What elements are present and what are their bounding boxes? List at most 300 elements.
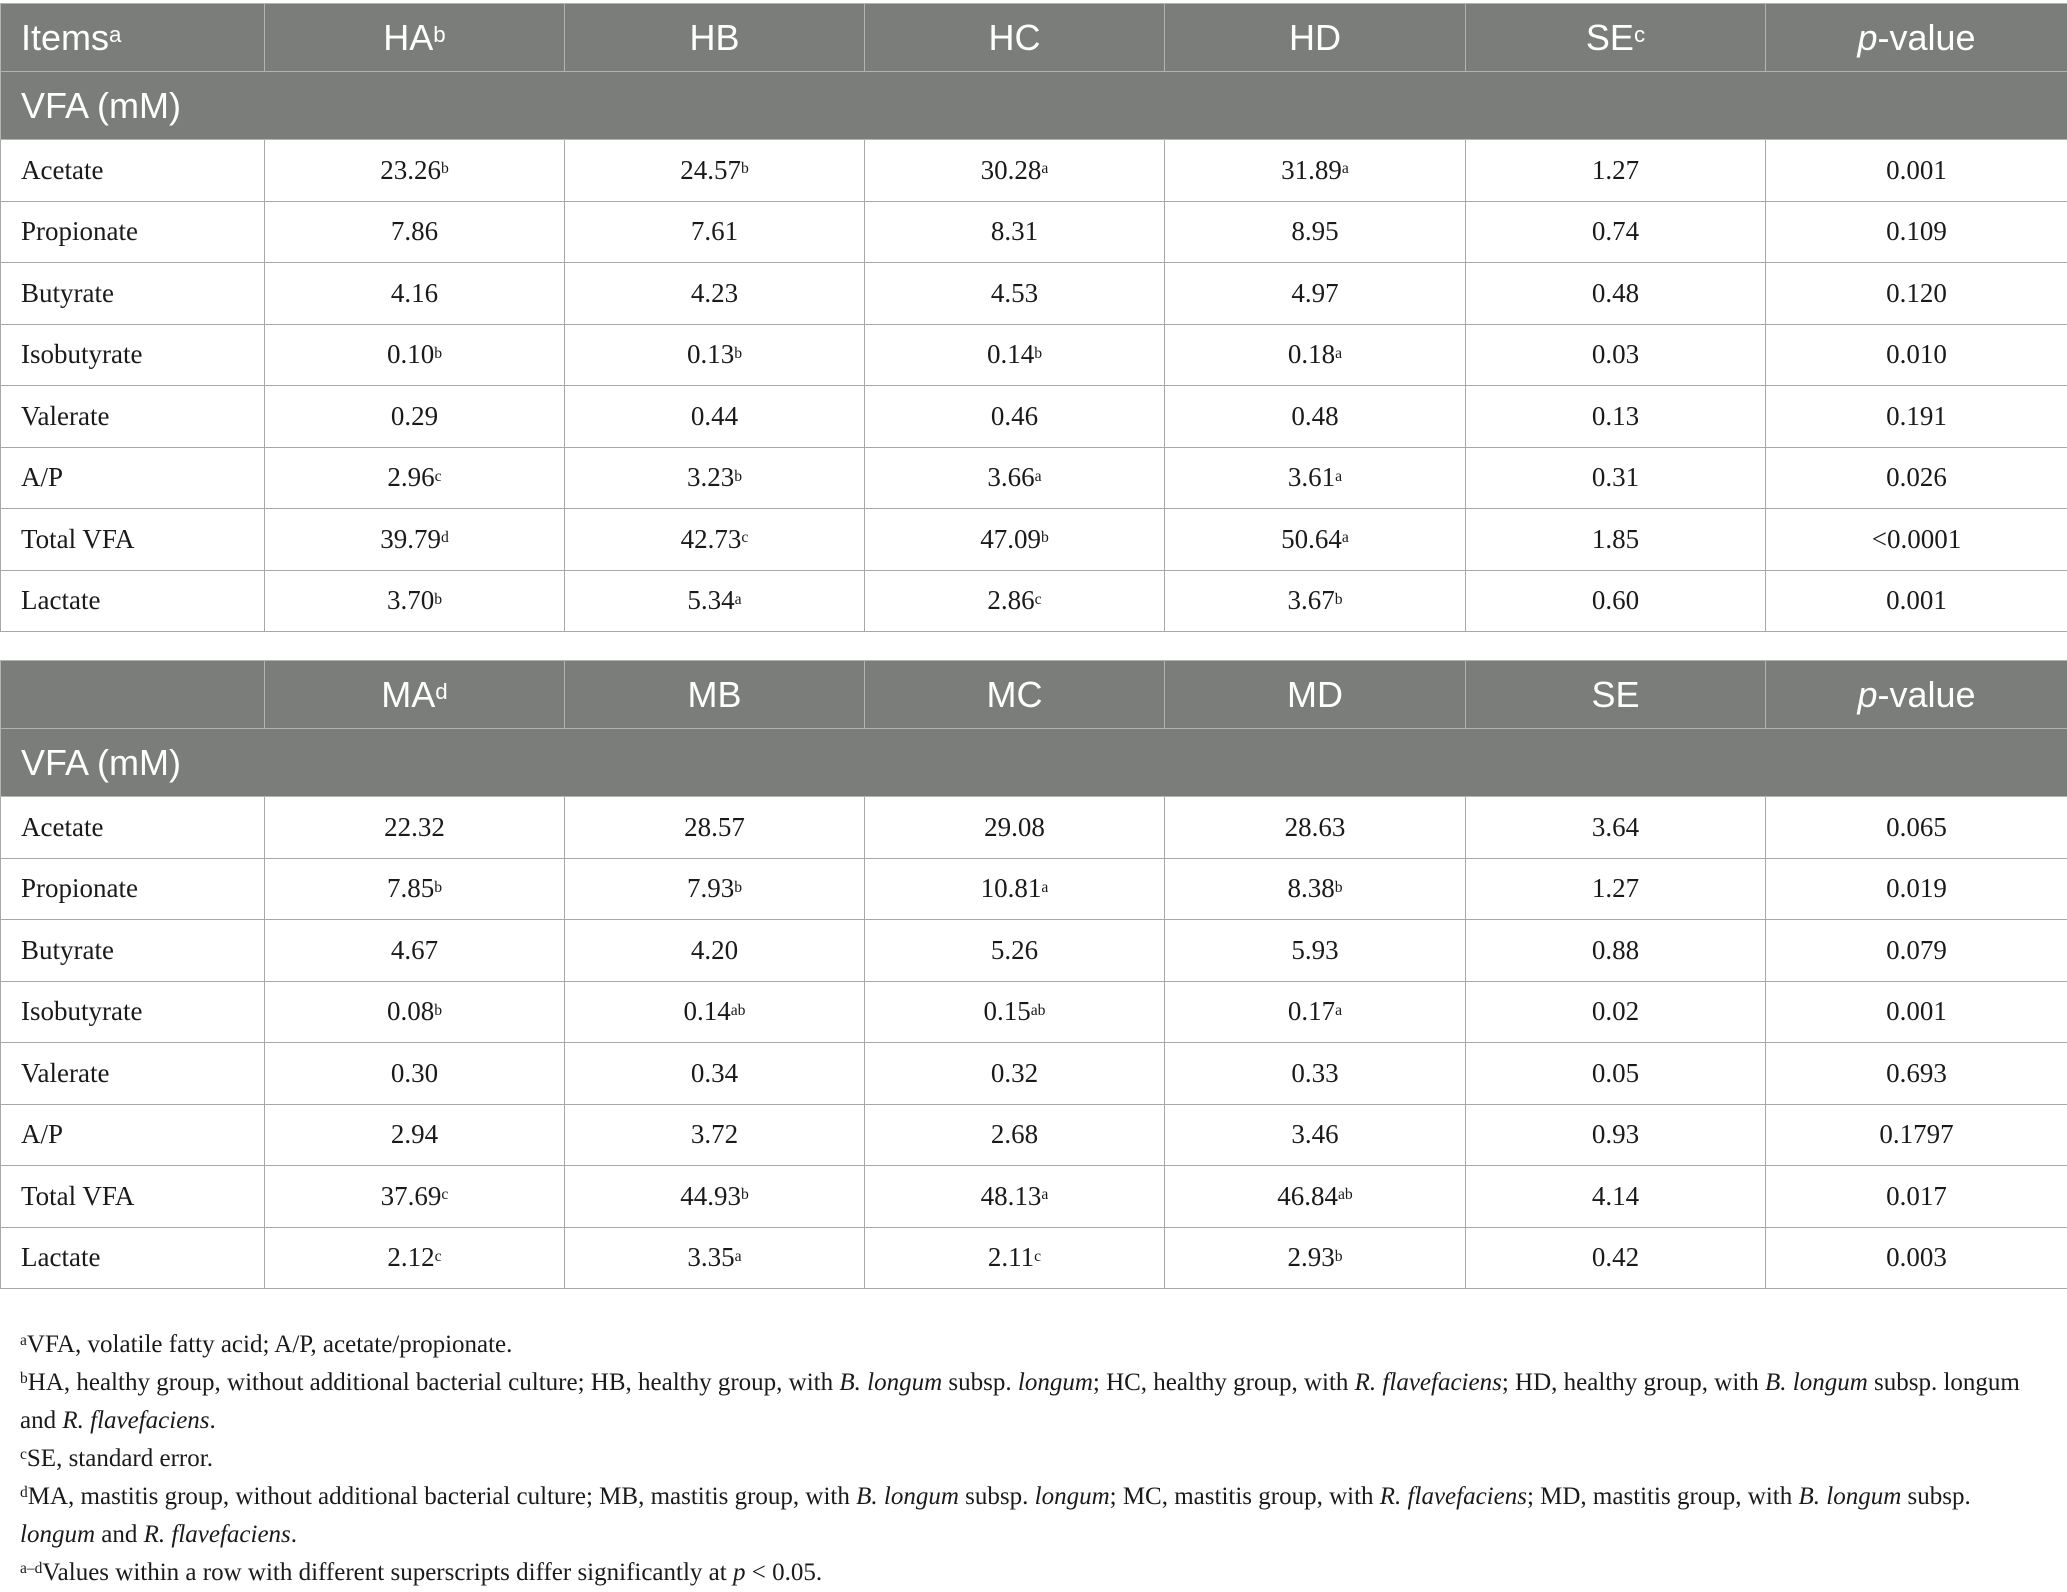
- value-cell: [565, 858, 865, 920]
- value-cell: [265, 858, 565, 920]
- cell-value: 0.60: [1591, 585, 1640, 616]
- value-cell: [265, 1043, 565, 1105]
- value-cell: [1466, 1043, 1766, 1105]
- value-cell: [565, 386, 865, 448]
- footnote-italic-text: B. longum: [839, 1369, 943, 1396]
- footnote-text: ; MC, mastitis group, with: [1109, 1483, 1380, 1510]
- cell-value: 0.120: [1886, 277, 1947, 308]
- value-cell: [865, 140, 1165, 202]
- cell-value: 8.95: [1291, 216, 1339, 247]
- cell-value: 23.26: [380, 154, 441, 185]
- row-label: Butyrate: [1, 920, 265, 982]
- value-cell: [1165, 263, 1466, 325]
- header-cell: SE: [1466, 661, 1766, 729]
- significance-superscript: ab: [730, 1001, 746, 1019]
- value-cell: [1766, 1227, 2067, 1289]
- value-cell: [565, 1043, 865, 1105]
- cell-value: 2.94: [390, 1119, 439, 1150]
- value-cell: [1165, 797, 1466, 859]
- cell-value: 2.86: [987, 585, 1035, 616]
- cell-value: 0.88: [1591, 934, 1640, 965]
- significance-superscript: b: [1334, 878, 1343, 896]
- cell-value: 3.64: [1591, 811, 1640, 842]
- significance-superscript: d: [440, 529, 449, 547]
- value-cell: [1466, 570, 1766, 632]
- cell-value: 3.67: [1287, 585, 1335, 616]
- row-label: A/P: [1, 447, 265, 509]
- cell-value: 31.89: [1281, 154, 1342, 185]
- footnote-text: VFA, volatile fatty acid; A/P, acetate/propionate.: [26, 1331, 513, 1358]
- value-cell: [265, 1166, 565, 1228]
- cell-value: 37.69: [380, 1180, 442, 1211]
- table-row: [1, 509, 2067, 571]
- significance-superscript: b: [1040, 529, 1049, 547]
- cell-value: 5.93: [1291, 934, 1339, 965]
- row-label: Valerate: [1, 386, 265, 448]
- footnote-text: < 0.05.: [745, 1559, 823, 1586]
- value-cell: [1466, 797, 1766, 859]
- significance-superscript: ab: [1337, 1186, 1353, 1204]
- row-label: Lactate: [1, 570, 265, 632]
- cell-value: 1.85: [1591, 523, 1640, 554]
- cell-value: 3.72: [690, 1119, 739, 1150]
- cell-value: 3.23: [686, 462, 735, 493]
- table-row: [1, 920, 2067, 982]
- value-cell: [1766, 324, 2067, 386]
- cell-value: 2.68: [990, 1119, 1039, 1150]
- healthy-groups-table: [0, 3, 2067, 632]
- cell-value: 0.026: [1886, 462, 1947, 493]
- cell-value: 0.13: [686, 339, 735, 370]
- value-cell: [1766, 1104, 2067, 1166]
- value-cell: [1466, 1166, 1766, 1228]
- cell-value: 0.17: [1287, 996, 1336, 1027]
- value-cell: [1466, 201, 1766, 263]
- value-cell: [865, 1043, 1165, 1105]
- table-row: [1, 797, 2067, 859]
- value-cell: [265, 797, 565, 859]
- cell-value: 2.12: [387, 1242, 435, 1273]
- value-cell: [565, 797, 865, 859]
- row-label: Total VFA: [1, 509, 265, 571]
- significance-superscript: b: [734, 878, 743, 896]
- row-label: Acetate: [1, 140, 265, 202]
- cell-value: 0.14: [986, 339, 1035, 370]
- cell-value: 0.10: [386, 339, 435, 370]
- header-cell: $MA^d$: [265, 661, 565, 729]
- value-cell: [1766, 386, 2067, 448]
- cell-value: 0.03: [1591, 339, 1640, 370]
- cell-value: 3.46: [1291, 1119, 1339, 1150]
- table-row: [1, 140, 2067, 202]
- significance-superscript: c: [741, 529, 749, 547]
- table-row: [1, 386, 2067, 448]
- value-cell: [265, 140, 565, 202]
- cell-value: 2.11: [987, 1242, 1035, 1273]
- section-row: [1, 72, 2067, 140]
- value-cell: [1766, 920, 2067, 982]
- cell-value: 4.53: [990, 277, 1039, 308]
- cell-value: 3.66: [987, 462, 1035, 493]
- cell-value: 7.85: [386, 873, 435, 904]
- value-cell: [565, 509, 865, 571]
- section-row: [1, 729, 2067, 797]
- value-cell: [265, 1104, 565, 1166]
- value-cell: [1165, 447, 1466, 509]
- significance-superscript: b: [440, 160, 449, 178]
- value-cell: [1466, 447, 1766, 509]
- table-row: [1, 263, 2067, 325]
- significance-superscript: a: [1335, 467, 1343, 485]
- cell-value: 0.18: [1287, 339, 1336, 370]
- footnote-text: .: [290, 1521, 298, 1548]
- value-cell: [1766, 263, 2067, 325]
- footnote-italic-text: B. longum: [1798, 1483, 1902, 1510]
- cell-value: 0.065: [1886, 811, 1947, 842]
- footnote-marker: a: [20, 1332, 27, 1350]
- value-cell: [865, 201, 1165, 263]
- value-cell: [1165, 920, 1466, 982]
- value-cell: [865, 324, 1165, 386]
- significance-superscript: b: [734, 467, 743, 485]
- row-label: Propionate: [1, 858, 265, 920]
- significance-superscript: a: [1341, 529, 1349, 547]
- cell-value: 0.003: [1886, 1242, 1947, 1273]
- cell-value: 7.61: [690, 216, 739, 247]
- cell-value: 47.09: [980, 523, 1041, 554]
- footnote-text: subsp.: [958, 1483, 1035, 1510]
- cell-value: 0.44: [690, 400, 739, 431]
- cell-value: <0.0001: [1871, 523, 1962, 554]
- cell-value: 0.30: [390, 1057, 439, 1088]
- row-label: Propionate: [1, 201, 265, 263]
- cell-value: 0.74: [1591, 216, 1640, 247]
- value-cell: [265, 920, 565, 982]
- value-cell: [265, 509, 565, 571]
- cell-value: 0.29: [390, 400, 439, 431]
- mastitis-groups-table: [0, 660, 2067, 1289]
- footnote-italic-text: R. flavefaciens: [1354, 1369, 1502, 1396]
- cell-value: 4.16: [390, 277, 439, 308]
- footnote: [20, 1554, 2050, 1592]
- cell-value: 0.15: [983, 996, 1031, 1027]
- cell-value: 0.019: [1886, 873, 1947, 904]
- cell-value: 0.02: [1591, 996, 1640, 1027]
- significance-superscript: b: [434, 590, 443, 608]
- value-cell: [865, 386, 1165, 448]
- footnote-italic-text: R. flavefaciens: [62, 1407, 210, 1434]
- cell-value: 28.57: [684, 811, 745, 842]
- significance-superscript: b: [434, 344, 443, 362]
- footnote-italic-text: R. flavefaciens: [143, 1521, 291, 1548]
- value-cell: [865, 570, 1165, 632]
- value-cell: [1165, 570, 1466, 632]
- row-label: Total VFA: [1, 1166, 265, 1228]
- value-cell: [865, 981, 1165, 1043]
- table-footnotes: [20, 1326, 2050, 1592]
- significance-superscript: a: [1041, 1186, 1049, 1204]
- value-cell: [1466, 1104, 1766, 1166]
- value-cell: [1766, 447, 2067, 509]
- value-cell: [1165, 1043, 1466, 1105]
- cell-value: 0.33: [1291, 1057, 1339, 1088]
- cell-value: 0.191: [1886, 400, 1947, 431]
- cell-value: 0.93: [1591, 1119, 1640, 1150]
- footnote-text: subsp.: [942, 1369, 1018, 1396]
- table-row: [1, 447, 2067, 509]
- footnote-text: Values within a row with different superscripts differ significantly at: [42, 1559, 733, 1586]
- significance-superscript: c: [1034, 590, 1042, 608]
- footnote-text: and: [95, 1521, 144, 1548]
- row-label: Isobutyrate: [1, 981, 265, 1043]
- value-cell: [1466, 981, 1766, 1043]
- cell-value: 0.693: [1886, 1057, 1947, 1088]
- value-cell: [265, 263, 565, 325]
- value-cell: [1165, 981, 1466, 1043]
- cell-value: 7.93: [686, 873, 735, 904]
- significance-superscript: ab: [1030, 1001, 1046, 1019]
- value-cell: [265, 981, 565, 1043]
- cell-value: 0.48: [1291, 400, 1339, 431]
- value-cell: [565, 324, 865, 386]
- value-cell: [265, 1227, 565, 1289]
- value-cell: [1165, 386, 1466, 448]
- value-cell: [865, 1104, 1165, 1166]
- value-cell: [1165, 509, 1466, 571]
- value-cell: [1165, 201, 1466, 263]
- footnote-text: ; MD, mastitis group, with: [1526, 1483, 1799, 1510]
- cell-value: 10.81: [980, 873, 1042, 904]
- cell-value: 0.48: [1591, 277, 1640, 308]
- significance-superscript: a: [1335, 1001, 1343, 1019]
- value-cell: [1766, 201, 2067, 263]
- footnote: [20, 1478, 2050, 1554]
- cell-value: 2.96: [387, 462, 435, 493]
- cell-value: 0.017: [1886, 1180, 1947, 1211]
- cell-value: 4.23: [690, 277, 739, 308]
- table-row: [1, 1104, 2067, 1166]
- value-cell: [1766, 140, 2067, 202]
- value-cell: [865, 920, 1165, 982]
- table-header-row: [1, 661, 2067, 729]
- footnote-text: ; HC, healthy group, with: [1092, 1369, 1355, 1396]
- footnote-marker: c: [20, 1446, 27, 1464]
- table-row: [1, 981, 2067, 1043]
- cell-value: 7.86: [390, 216, 439, 247]
- table-row: [1, 1227, 2067, 1289]
- table-header-row: [1, 4, 2067, 72]
- value-cell: [1466, 858, 1766, 920]
- header-cell: HB: [565, 4, 865, 72]
- cell-value: 22.32: [384, 811, 445, 842]
- cell-value: 0.05: [1591, 1057, 1640, 1088]
- cell-value: 0.1797: [1879, 1119, 1954, 1150]
- value-cell: [565, 981, 865, 1043]
- cell-value: 0.32: [990, 1057, 1039, 1088]
- value-cell: [1165, 1227, 1466, 1289]
- cell-value: 0.08: [386, 996, 435, 1027]
- footnote-italic-text: R. flavefaciens: [1379, 1483, 1527, 1510]
- value-cell: [1766, 570, 2067, 632]
- value-cell: [565, 1166, 865, 1228]
- cell-value: 4.67: [390, 934, 439, 965]
- value-cell: [1766, 1166, 2067, 1228]
- footnote-marker: d: [20, 1484, 28, 1502]
- header-cell: MD: [1165, 661, 1466, 729]
- cell-value: 39.79: [380, 523, 441, 554]
- table-row: [1, 570, 2067, 632]
- cell-value: 4.97: [1291, 277, 1339, 308]
- value-cell: [1466, 1227, 1766, 1289]
- significance-superscript: c: [434, 1247, 442, 1265]
- significance-superscript: a: [1034, 467, 1042, 485]
- value-cell: [1766, 797, 2067, 859]
- cell-value: 2.93: [1287, 1242, 1335, 1273]
- header-cell: HD: [1165, 4, 1466, 72]
- table-row: [1, 1166, 2067, 1228]
- cell-value: 0.010: [1886, 339, 1947, 370]
- significance-superscript: b: [434, 878, 443, 896]
- cell-value: 5.34: [687, 585, 735, 616]
- value-cell: [565, 1227, 865, 1289]
- value-cell: [265, 447, 565, 509]
- cell-value: 4.20: [690, 934, 739, 965]
- footnote-italic-text: longum: [1034, 1483, 1110, 1510]
- value-cell: [565, 140, 865, 202]
- value-cell: [1466, 263, 1766, 325]
- header-cell: MC: [865, 661, 1165, 729]
- significance-superscript: b: [734, 344, 743, 362]
- table-row: [1, 324, 2067, 386]
- section-label: VFA (mM): [1, 729, 2067, 797]
- header-cell: p-value: [1766, 4, 2067, 72]
- significance-superscript: a: [1341, 160, 1349, 178]
- footnote-italic-text: longum: [1017, 1369, 1093, 1396]
- cell-value: 3.35: [687, 1242, 735, 1273]
- value-cell: [1165, 1104, 1466, 1166]
- cell-value: 30.28: [980, 154, 1042, 185]
- cell-value: 4.14: [1591, 1180, 1640, 1211]
- footnote-italic-text: B. longum: [1765, 1369, 1868, 1396]
- cell-value: 1.27: [1591, 154, 1640, 185]
- value-cell: [565, 920, 865, 982]
- value-cell: [565, 447, 865, 509]
- significance-superscript: a: [734, 590, 742, 608]
- value-cell: [1766, 509, 2067, 571]
- value-cell: [565, 201, 865, 263]
- row-label: Lactate: [1, 1227, 265, 1289]
- footnote: [20, 1440, 2050, 1478]
- cell-value: 46.84: [1277, 1180, 1338, 1211]
- value-cell: [1165, 324, 1466, 386]
- significance-superscript: b: [740, 1186, 749, 1204]
- footnote: [20, 1326, 2050, 1364]
- value-cell: [1466, 324, 1766, 386]
- header-cell: HC: [865, 4, 1165, 72]
- table-row: [1, 201, 2067, 263]
- significance-superscript: b: [434, 1001, 443, 1019]
- cell-value: 8.38: [1287, 873, 1335, 904]
- value-cell: [1766, 1043, 2067, 1105]
- significance-superscript: b: [1034, 344, 1043, 362]
- significance-superscript: a: [1335, 344, 1343, 362]
- significance-superscript: a: [1041, 878, 1049, 896]
- value-cell: [865, 509, 1165, 571]
- significance-superscript: a: [1041, 160, 1049, 178]
- table-row: [1, 858, 2067, 920]
- row-label: Butyrate: [1, 263, 265, 325]
- footnote-text: ; HD, healthy group, with: [1501, 1369, 1765, 1396]
- significance-superscript: b: [1334, 1247, 1343, 1265]
- row-label: Acetate: [1, 797, 265, 859]
- value-cell: [565, 263, 865, 325]
- footnote-text: MA, mastitis group, without additional bacterial culture; MB, mastitis group, with: [27, 1483, 857, 1510]
- value-cell: [565, 570, 865, 632]
- cell-value: 3.70: [386, 585, 435, 616]
- footnote-italic-text: longum: [20, 1521, 95, 1548]
- significance-superscript: c: [1034, 1247, 1042, 1265]
- value-cell: [265, 201, 565, 263]
- footnote-marker: a–d: [20, 1560, 43, 1578]
- footnote: [20, 1364, 2050, 1440]
- row-label: A/P: [1, 1104, 265, 1166]
- header-cell: MB: [565, 661, 865, 729]
- cell-value: 3.61: [1287, 462, 1336, 493]
- cell-value: 0.14: [683, 996, 731, 1027]
- value-cell: [865, 1227, 1165, 1289]
- cell-value: 0.13: [1591, 400, 1640, 431]
- cell-value: 29.08: [984, 811, 1045, 842]
- section-label: VFA (mM): [1, 72, 2067, 140]
- significance-superscript: c: [434, 467, 442, 485]
- cell-value: 44.93: [680, 1180, 741, 1211]
- cell-value: 28.63: [1284, 811, 1346, 842]
- value-cell: [1766, 981, 2067, 1043]
- value-cell: [865, 797, 1165, 859]
- value-cell: [1165, 140, 1466, 202]
- header-cell: $HA^b$: [265, 4, 565, 72]
- row-label: Valerate: [1, 1043, 265, 1105]
- row-label: Isobutyrate: [1, 324, 265, 386]
- value-cell: [265, 570, 565, 632]
- header-cell: p-value: [1766, 661, 2067, 729]
- footnote-italic-text: B. longum: [856, 1483, 959, 1510]
- cell-value: 48.13: [980, 1180, 1042, 1211]
- cell-value: 0.42: [1591, 1242, 1640, 1273]
- significance-superscript: a: [734, 1247, 742, 1265]
- significance-superscript: c: [441, 1186, 449, 1204]
- cell-value: 1.27: [1591, 873, 1640, 904]
- footnote-text: subsp. longum and: [20, 1369, 2020, 1434]
- cell-value: 24.57: [680, 154, 741, 185]
- value-cell: [1466, 140, 1766, 202]
- value-cell: [865, 263, 1165, 325]
- value-cell: [1165, 1166, 1466, 1228]
- value-cell: [1466, 920, 1766, 982]
- significance-superscript: b: [740, 160, 749, 178]
- value-cell: [565, 1104, 865, 1166]
- cell-value: 0.001: [1886, 585, 1947, 616]
- cell-value: 8.31: [990, 216, 1039, 247]
- header-cell: Items$^a$: [1, 4, 265, 72]
- cell-value: 0.109: [1886, 216, 1947, 247]
- value-cell: [865, 447, 1165, 509]
- footnote-text: HA, healthy group, without additional bacterial culture; HB, healthy group, with: [27, 1369, 840, 1396]
- significance-superscript: b: [1334, 590, 1343, 608]
- cell-value: 0.079: [1886, 934, 1947, 965]
- footnote-marker: b: [20, 1370, 28, 1388]
- cell-value: 5.26: [990, 934, 1039, 965]
